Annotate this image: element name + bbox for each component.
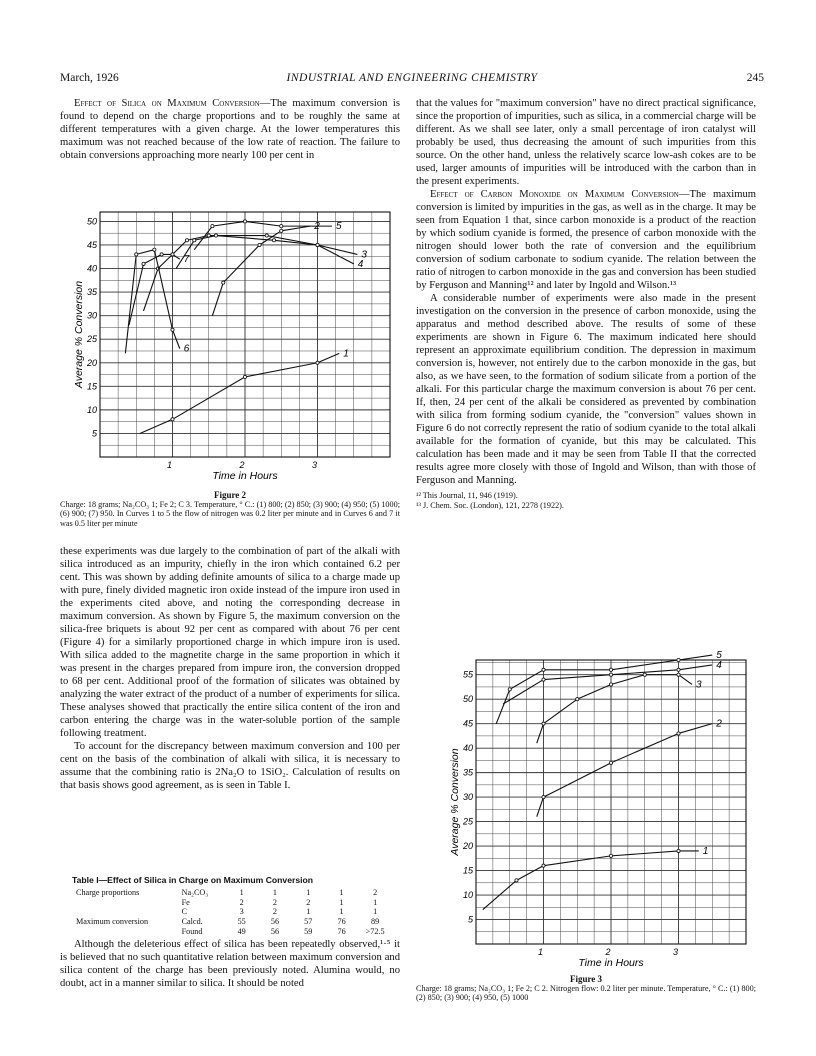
figure-3 xyxy=(416,648,756,1003)
journal-title: INDUSTRIAL AND ENGINEERING CHEMISTRY xyxy=(286,72,538,84)
data-point xyxy=(316,243,319,246)
data-point xyxy=(280,229,283,232)
table-cell: 76 xyxy=(337,917,346,927)
table-cell: 1 xyxy=(306,887,311,897)
data-point xyxy=(609,683,612,686)
figure-3-title: Figure 3 xyxy=(569,974,603,984)
y-tick-label: 5 xyxy=(91,428,97,439)
x-tick-label: 3 xyxy=(672,947,679,957)
left-column-top xyxy=(60,97,400,162)
x-tick-label: 1 xyxy=(166,460,173,470)
figure-2-caption: Charge: 18 grams; Na₂CO₃ 1; Fe 2; C 3. Temperature, ° C.: (1) 800; (2) 850; (3) 900; (4) 950; (5) 1000; (6) 900; (7) 950. In Curves 1 to 5 the flow of nitrogen was 0.2 liter per minute and in Curves 6 and 7 it was 0.5 liter per minute xyxy=(60,500,400,528)
table-row xyxy=(72,888,392,898)
table-cell: 76 xyxy=(337,926,346,936)
y-axis-label: Average % Conversion xyxy=(73,280,85,389)
paragraph: Effect of Silica on Maximum Conversion—The maximum conversion is found to depend on the charge proportions and to be roughly the same at different temperatures with a given charge. At the lower temperatures this maximum was not reached because of the low rate of reaction. The failure to obtain conversions approaching more nearly 100 per cent in xyxy=(60,98,400,161)
data-point xyxy=(135,253,138,256)
issue-date: March, 1926 xyxy=(60,72,119,84)
data-point xyxy=(609,854,612,857)
y-tick-label: 50 xyxy=(462,694,473,705)
series-label-7: 7 xyxy=(183,254,190,266)
table-cell: 1 xyxy=(339,887,344,897)
x-tick-label: 2 xyxy=(239,460,245,470)
x-tick-label: 2 xyxy=(605,947,611,957)
table-row xyxy=(72,898,392,908)
table-cell: 1 xyxy=(373,907,378,917)
y-tick-label: 5 xyxy=(467,914,473,925)
table-cell: 89 xyxy=(371,917,380,927)
table-cell: 3 xyxy=(239,907,244,917)
figure-2-chart xyxy=(60,200,400,490)
figure-2-title: Figure 2 xyxy=(213,490,247,500)
series-line-3 xyxy=(537,675,692,744)
series-label-2: 2 xyxy=(314,221,320,233)
row-group-label xyxy=(72,898,178,908)
table-cell: 2 xyxy=(306,897,311,907)
data-point xyxy=(542,796,545,799)
series-line-5 xyxy=(496,655,712,724)
table-cell: 2 xyxy=(272,897,278,907)
running-header xyxy=(60,72,764,88)
table-1-title: Table I—Effect of Silica in Charge on Maximum Conversion xyxy=(72,875,313,885)
series-line-3 xyxy=(144,236,358,311)
left-column-bottom xyxy=(60,938,400,990)
x-tick-label: 1 xyxy=(537,947,544,957)
y-tick-label: 35 xyxy=(462,767,473,778)
data-point xyxy=(542,864,545,867)
y-tick-label: 20 xyxy=(86,357,97,368)
row-sub-label: Found xyxy=(181,926,203,936)
data-point xyxy=(609,761,612,764)
y-tick-label: 30 xyxy=(86,310,97,321)
data-point xyxy=(185,239,188,242)
series-line-6 xyxy=(125,250,179,354)
series-line-4 xyxy=(503,665,712,704)
table-row xyxy=(72,907,392,917)
data-point xyxy=(142,262,145,265)
x-axis-label: Time in Hours xyxy=(578,957,644,969)
paragraph: these experiments was due largely to the combination of part of the alkali with silica introduced as an impurity, chiefly in the iron which contained 6.2 per cent. This was shown by adding definite amounts of silica to a charge made up with pure, finely divided magnetic iron oxide instead of the impure iron used in the experiments cited above, and noting the corresponding decrease in maximum conversion. As shown by Figure 5, the maximum conversion on the silica-free briquets is about 92 per cent as compared with about 76 per cent (Figure 4) for a similarly proportioned charge in which impure iron is used. With silica added to the magnetite charge in the same proportion in which it was present in the charges prepared from impure iron, the conversion dropped to 68 per cent. Additional proof of the formation of silicates was obtained by analyzing the water extract of the product of a number of experiments for silica. These analyses showed that practically the entire silica content of the iron and carbon entering the charge was in the water-soluble portion of the sample following treatment. xyxy=(60,546,400,739)
table-cell: 1 xyxy=(239,887,244,897)
y-tick-label: 55 xyxy=(462,669,473,680)
table-cell: >72.5 xyxy=(365,926,385,936)
figure-2 xyxy=(60,200,400,528)
table-cell: 56 xyxy=(270,926,280,936)
paragraph: To account for the discrepancy between maximum conversion and 100 per cent on the basis of the combination of alkali with silica, it is necessary to assume that the combining ratio is 2Na₂O to 1SiO₂. Calculation of results on that basis shows good agreement, as is seen in Table I. xyxy=(60,741,400,791)
series-label-2: 2 xyxy=(716,718,722,730)
series-label-4: 4 xyxy=(357,258,364,270)
y-tick-label: 15 xyxy=(462,865,473,876)
y-tick-label: 20 xyxy=(462,841,473,852)
data-point xyxy=(272,239,275,242)
paragraph: Effect of Carbon Monoxide on Maximum Conversion—The maximum conversion is limited by impurities in the gas, as well as in the charge. It may be seen from Equation 1 that, since carbon monoxide is a product of the reaction by which sodium cyanide is formed, the presence of carbon monoxide with the nitrogen should lower both the rate of conversion and the equilibrium conversion of sodium carbonate to sodium cyanide. The relation between the ratio of nitrogen to carbon monoxide in the gas and conversion has been studied by Ferguson and Manning¹² and later by Ingold and Wilson.¹³ xyxy=(416,189,756,291)
figure-3-caption: Charge: 18 grams; Na₂CO₃ 1; Fe 2; C 2. Nitrogen flow: 0.2 liter per minute. Temperature, ° C.: (1) 800; (2) 850; (3) 900; (4) 950, (5) 1000 xyxy=(416,984,756,1003)
table-cell: 2 xyxy=(373,887,378,897)
data-point xyxy=(222,281,225,284)
y-tick-label: 40 xyxy=(462,743,473,754)
row-group-label: Charge proportions xyxy=(76,887,140,897)
table-cell: 1 xyxy=(339,907,344,917)
data-point xyxy=(258,243,261,246)
y-tick-label: 15 xyxy=(86,381,97,392)
table-1 xyxy=(72,876,392,937)
paragraph: Although the deleterious effect of silica has been repeatedly observed,¹·⁵ it is believed that no such quantitative relation between maximum conversion and silica content of the charge has been previously noted. Alumina would, no doubt, act in a manner similar to silica. It should be noted xyxy=(60,939,400,989)
data-point xyxy=(193,239,196,242)
table-cell: 1 xyxy=(272,887,278,897)
data-point xyxy=(677,732,680,735)
series-label-4: 4 xyxy=(716,659,722,671)
data-point xyxy=(643,673,646,676)
section-heading: Effect of Silica on Maximum Conversion xyxy=(74,98,260,109)
series-label-5: 5 xyxy=(716,650,722,662)
data-point xyxy=(214,234,217,237)
row-sub-label: C xyxy=(181,907,188,917)
right-column xyxy=(416,97,756,511)
data-point xyxy=(316,361,319,364)
data-point xyxy=(243,220,246,223)
footnote-13: ¹³ J. Chem. Soc. (London), 121, 2278 (1922). xyxy=(416,501,564,510)
data-point xyxy=(280,225,283,228)
data-point xyxy=(677,668,680,671)
table-cell: 1 xyxy=(306,907,311,917)
left-column-middle xyxy=(60,545,400,792)
y-tick-label: 30 xyxy=(462,792,473,803)
paragraph: that the values for "maximum conversion" have no direct practical significance, since the proportion of impurities, such as silica, in a commercial charge will be different. As we shall see later, only a small percentage of iron catalyst will probably be used, thus decreasing the amount of such impurities from this source. On the other hand, unless the relatively scarce low-ash cokes are to be used, larger amounts of impurities will be introduced with the carbon than in the present experiments. xyxy=(416,98,756,187)
data-point xyxy=(609,668,612,671)
section-heading: Effect of Carbon Monoxide on Maximum Conversion xyxy=(430,189,679,200)
series-line-1 xyxy=(140,353,339,433)
y-tick-label: 45 xyxy=(86,239,97,250)
table-cell: 57 xyxy=(304,917,313,927)
table-cell: 56 xyxy=(270,917,280,927)
table-cell: 1 xyxy=(339,897,344,907)
x-tick-label: 3 xyxy=(311,460,318,470)
y-axis-label: Average % Conversion xyxy=(449,748,461,856)
data-point xyxy=(211,225,214,228)
figure-3-chart xyxy=(416,648,756,974)
table-1-grid xyxy=(72,888,392,937)
table-cell: 1 xyxy=(373,897,378,907)
series-label-3: 3 xyxy=(361,249,367,261)
data-point xyxy=(171,253,174,256)
data-point xyxy=(609,673,612,676)
table-cell: 59 xyxy=(304,926,313,936)
table-row xyxy=(72,927,392,937)
row-group-label xyxy=(72,907,178,917)
data-point xyxy=(160,253,163,256)
series-label-6: 6 xyxy=(183,343,190,355)
y-tick-label: 45 xyxy=(462,718,473,729)
row-sub-label: Na₂CO₃ xyxy=(181,887,209,897)
data-point xyxy=(542,722,545,725)
paragraph: A considerable number of experiments were also made in the present investigation on the conversion in the presence of carbon monoxide, using the apparatus and method described above. The results of some of these experiments are shown in Figure 6. The maximum indicated here should represent an approximate equilibrium condition. The depression in maximum conversion is, however, not entirely due to the carbon monoxide in the gas, but also, as we have seen, to the formation of sodium silicate from a portion of the alkali. For this particular charge the maximum conversion is about 76 per cent. If, then, 24 per cent of the alkali be considered as prevented by combination with silica from forming sodium cyanide, the "conversion" values shown in Figure 6 do not correctly represent the ratio of sodium cyanide to the total alkali available for the formation of cyanide, but this may be calculated. This calculation has been made and it may be seen from Table II that the corrected results agree more closely with those of Ingold and Wilson, than with those of Ferguson and Manning. xyxy=(416,293,756,486)
series-label-1: 1 xyxy=(343,348,349,360)
data-point xyxy=(265,234,268,237)
row-sub-label: Calcd. xyxy=(181,917,203,927)
series-line-4 xyxy=(176,236,354,269)
y-tick-label: 25 xyxy=(462,816,473,827)
table-cell: 2 xyxy=(272,907,278,917)
data-point xyxy=(576,698,579,701)
series-label-3: 3 xyxy=(696,679,702,691)
y-tick-label: 25 xyxy=(86,334,97,345)
series-label-1: 1 xyxy=(702,845,709,857)
table-cell: 2 xyxy=(239,897,244,907)
data-point xyxy=(171,328,174,331)
data-point xyxy=(677,849,680,852)
footnote-12: ¹² This Journal, 11, 946 (1919). xyxy=(416,491,518,500)
page-number: 245 xyxy=(746,72,764,84)
data-point xyxy=(508,688,511,691)
data-point xyxy=(243,375,246,378)
table-cell: 55 xyxy=(237,917,246,927)
y-tick-label: 40 xyxy=(86,263,97,274)
data-point xyxy=(153,248,156,251)
y-tick-label: 10 xyxy=(86,404,97,415)
data-point xyxy=(171,418,174,421)
series-line-2 xyxy=(537,724,713,817)
series-label-5: 5 xyxy=(336,221,342,233)
row-sub-label: Fe xyxy=(181,897,190,907)
data-point xyxy=(677,673,680,676)
data-point xyxy=(542,668,545,671)
data-point xyxy=(677,658,680,661)
y-tick-label: 35 xyxy=(86,287,97,298)
y-tick-label: 10 xyxy=(462,890,473,901)
row-group-label xyxy=(72,927,178,937)
data-point xyxy=(542,678,545,681)
table-row xyxy=(72,917,392,927)
row-group-label: Maximum conversion xyxy=(76,917,149,927)
table-cell: 49 xyxy=(237,926,246,936)
x-axis-label: Time in Hours xyxy=(212,470,278,482)
y-tick-label: 50 xyxy=(86,216,97,227)
data-point xyxy=(515,879,518,882)
